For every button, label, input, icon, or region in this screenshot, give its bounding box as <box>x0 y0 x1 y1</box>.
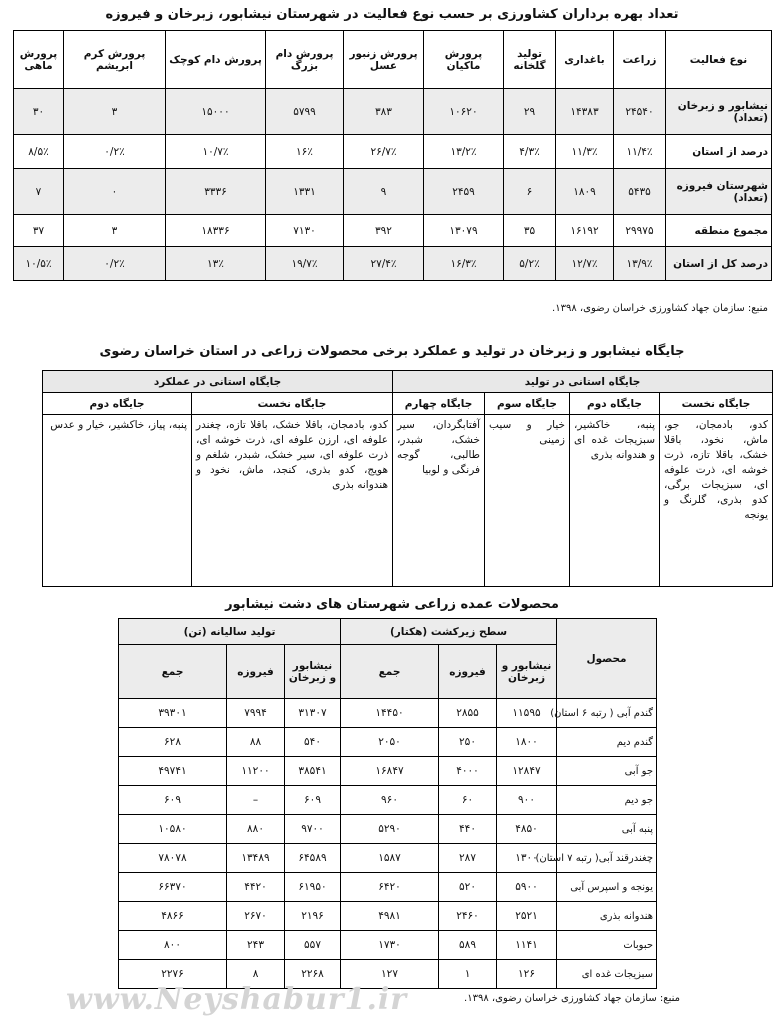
crop-name: چغندرقند آبی( رتبه ۷ استان) <box>557 844 657 873</box>
area-value: ۱۲۸۴۷ <box>497 757 557 786</box>
activity-col-header: پرورش دام بزرگ <box>266 31 344 89</box>
table1-cell: ۲۴۵۹ <box>424 169 504 215</box>
table1-cell: ۱۰۶۲۰ <box>424 89 504 135</box>
area-value: ۲۸۷ <box>439 844 497 873</box>
table1-cell: ۳۷ <box>14 215 64 247</box>
yield-rank-cell: کدو، بادمجان، باقلا خشک، باقلا تازه، چغندر علوفه ای، ارزن علوفه ای، ذرت خوشه ای، ذرت علوفه ای، سیر خشک، شبدر، شلغم و هویج، کدو بذری، کنجد، ماش، نخود و هندوانه بذری <box>192 415 393 587</box>
product-header: محصول <box>557 619 657 699</box>
table1-row <box>14 135 772 169</box>
table1-cell: ۱۸۰۹ <box>556 169 614 215</box>
production-value: ۳۸۵۴۱ <box>285 757 341 786</box>
table1-cell: ۳۳۳۶ <box>166 169 266 215</box>
crop-row <box>119 757 657 786</box>
table1-cell: ۰/۲٪ <box>64 247 166 281</box>
crop-name: حبوبات <box>557 931 657 960</box>
area-value: ۵۲۰ <box>439 873 497 902</box>
production-rank-header: جایگاه نخست <box>660 393 773 415</box>
table1-cell: ۱۲/۷٪ <box>556 247 614 281</box>
table1-cell: ۵۴۳۵ <box>614 169 666 215</box>
crop-row <box>119 844 657 873</box>
table1-cell: ۱۳/۲٪ <box>424 135 504 169</box>
crop-name: جو دیم <box>557 786 657 815</box>
crop-name: سبزیجات غده ای <box>557 960 657 989</box>
crop-row <box>119 873 657 902</box>
area-value: ۹۶۰ <box>341 786 439 815</box>
area-value: ۵۸۹ <box>439 931 497 960</box>
production-value: ۱۰۵۸۰ <box>119 815 227 844</box>
production-value: ۲۲۷۶ <box>119 960 227 989</box>
activity-col-header: پرورش زنبور عسل <box>344 31 424 89</box>
table1-cell: ۴/۳٪ <box>504 135 556 169</box>
activity-col-header: زراعت <box>614 31 666 89</box>
table1-row <box>14 89 772 135</box>
table1-cell: ۱۵۰۰۰ <box>166 89 266 135</box>
table1-cell: ۳۸۳ <box>344 89 424 135</box>
crop-row <box>119 931 657 960</box>
production-value: ۸۰۰ <box>119 931 227 960</box>
crop-name: یونجه و اسپرس آبی <box>557 873 657 902</box>
table1-title: تعداد بهره برداران کشاورزی بر حسب نوع فعالیت در شهرستان نیشابور، زبرخان و فیروزه <box>105 7 679 22</box>
production-subheader: فیروزه <box>227 645 285 699</box>
table1-cell: ۱۸۳۳۶ <box>166 215 266 247</box>
table1-cell: ۱۹/۷٪ <box>266 247 344 281</box>
production-value: ۲۲۶۸ <box>285 960 341 989</box>
ranking-table <box>42 370 773 587</box>
table1-cell: ۷۱۳۰ <box>266 215 344 247</box>
table1-row <box>14 247 772 281</box>
production-rank-header: جایگاه دوم <box>570 393 660 415</box>
table1-cell: ۳۵ <box>504 215 556 247</box>
production-value: ۵۵۷ <box>285 931 341 960</box>
table1-row <box>14 215 772 247</box>
area-value: ۵۲۹۰ <box>341 815 439 844</box>
website-watermark: www.Neyshabur1.ir <box>66 982 408 1017</box>
production-value: ۵۴۰ <box>285 728 341 757</box>
activity-col-header: باغداری <box>556 31 614 89</box>
table1-cell: ۱۳۰۷۹ <box>424 215 504 247</box>
production-value: ۶۰۹ <box>285 786 341 815</box>
table1-cell: ۲۶/۷٪ <box>344 135 424 169</box>
activity-col-header: پرورش کرم ابریشم <box>64 31 166 89</box>
crops-table <box>118 618 657 989</box>
table1-cell: ۹ <box>344 169 424 215</box>
production-value: ۲۱۹۶ <box>285 902 341 931</box>
activity-col-header: تولید گلخانه <box>504 31 556 89</box>
production-group-header: تولید سالیانه (تن) <box>119 619 341 645</box>
row-label: درصد کل از استان <box>666 247 772 281</box>
area-value: ۴۹۸۱ <box>341 902 439 931</box>
area-value: ۱۳۰۰ <box>497 844 557 873</box>
crop-name: جو آبی <box>557 757 657 786</box>
production-rank-header: جایگاه سوم <box>485 393 570 415</box>
table1-cell: ۸/۵٪ <box>14 135 64 169</box>
table1-cell: ۱۴۳۸۳ <box>556 89 614 135</box>
area-value: ۴۰۰۰ <box>439 757 497 786</box>
table2-title: جایگاه نیشابور و زبرخان در تولید و عملکرد برخی محصولات زراعی در استان خراسان رضوی <box>99 344 685 359</box>
area-value: ۱۱۴۱ <box>497 931 557 960</box>
production-value: ۹۷۰۰ <box>285 815 341 844</box>
table1-cell: ۲۴۵۴۰ <box>614 89 666 135</box>
production-value: – <box>227 786 285 815</box>
production-rank-cell: پنبه، خاکشیر، سبزیجات غده ای و هندوانه بذری <box>570 415 660 587</box>
table1-cell: ۳ <box>64 215 166 247</box>
crop-row <box>119 786 657 815</box>
area-subheader: فیروزه <box>439 645 497 699</box>
area-value: ۶۴۲۰ <box>341 873 439 902</box>
production-value: ۸ <box>227 960 285 989</box>
production-value: ۶۱۹۵۰ <box>285 873 341 902</box>
table1-cell: ۳۰ <box>14 89 64 135</box>
table1-cell: ۱۶۱۹۲ <box>556 215 614 247</box>
area-value: ۴۸۵۰ <box>497 815 557 844</box>
area-value: ۴۴۰ <box>439 815 497 844</box>
production-value: ۶۲۸ <box>119 728 227 757</box>
crop-row <box>119 699 657 728</box>
table1-cell: ۱۶٪ <box>266 135 344 169</box>
production-value: ۳۹۳۰۱ <box>119 699 227 728</box>
area-value: ۹۰۰ <box>497 786 557 815</box>
table1-cell: ۱۰/۷٪ <box>166 135 266 169</box>
production-value: ۳۱۳۰۷ <box>285 699 341 728</box>
area-value: ۱ <box>439 960 497 989</box>
area-value: ۵۹۰۰ <box>497 873 557 902</box>
area-group-header: سطح زیرکشت (هکتار) <box>341 619 557 645</box>
production-value: ۴۸۶۶ <box>119 902 227 931</box>
activity-table <box>13 30 772 281</box>
row-label: شهرستان فیروزه (تعداد) <box>666 169 772 215</box>
area-value: ۲۸۵۵ <box>439 699 497 728</box>
area-value: ۱۵۸۷ <box>341 844 439 873</box>
crop-name: گندم دیم <box>557 728 657 757</box>
production-value: ۴۴۲۰ <box>227 873 285 902</box>
table3-title: محصولات عمده زراعی شهرستان های دشت نیشابور <box>225 597 559 612</box>
production-value: ۲۴۳ <box>227 931 285 960</box>
area-value: ۱۴۴۵۰ <box>341 699 439 728</box>
crop-row <box>119 902 657 931</box>
crop-row <box>119 728 657 757</box>
row-label: مجموع منطقه <box>666 215 772 247</box>
table1-cell: ۱۳٪ <box>166 247 266 281</box>
production-rank-header: جایگاه چهارم <box>393 393 485 415</box>
production-subheader: جمع <box>119 645 227 699</box>
area-value: ۱۲۷ <box>341 960 439 989</box>
yield-rank-header: جایگاه دوم <box>43 393 192 415</box>
table1-header-row <box>14 31 772 89</box>
yield-rank-group: جایگاه استانی در عملکرد <box>43 371 393 393</box>
production-value: ۸۸ <box>227 728 285 757</box>
area-value: ۶۰ <box>439 786 497 815</box>
yield-rank-cell: پنبه، پیاز، خاکشیر، خیار و عدس <box>43 415 192 587</box>
table1-cell: ۱۰/۵٪ <box>14 247 64 281</box>
yield-rank-header: جایگاه نخست <box>192 393 393 415</box>
production-rank-cell: آفتابگردان، سیر خشک، شبدر، طالبی، گوجه فرنگی و لوبیا <box>393 415 485 587</box>
crop-row <box>119 815 657 844</box>
area-value: ۲۰۵۰ <box>341 728 439 757</box>
row-label: درصد از استان <box>666 135 772 169</box>
table1-cell: ۵۷۹۹ <box>266 89 344 135</box>
table3-source: منبع: سازمان جهاد کشاورزی خراسان رضوی، ۱۳۹۸. <box>464 993 680 1004</box>
area-value: ۱۲۶ <box>497 960 557 989</box>
crop-name: گندم آبی ( رتبه ۶ استان) <box>557 699 657 728</box>
activity-col-header: پرورش ماکیان <box>424 31 504 89</box>
table1-cell: ۱۳۳۱ <box>266 169 344 215</box>
table1-row <box>14 169 772 215</box>
row-label: نیشابور و زبرخان (تعداد) <box>666 89 772 135</box>
table1-cell: ۲۹ <box>504 89 556 135</box>
crop-name: پنبه آبی <box>557 815 657 844</box>
area-value: ۱۱۵۹۵ <box>497 699 557 728</box>
production-value: ۶۰۹ <box>119 786 227 815</box>
production-value: ۸۸۰ <box>227 815 285 844</box>
area-value: ۱۷۳۰ <box>341 931 439 960</box>
area-value: ۱۸۰۰ <box>497 728 557 757</box>
crop-name: هندوانه بذری <box>557 902 657 931</box>
table1-cell: ۰ <box>64 169 166 215</box>
table1-cell: ۵/۲٪ <box>504 247 556 281</box>
table1-cell: ۱۱/۴٪ <box>614 135 666 169</box>
production-value: ۴۹۷۴۱ <box>119 757 227 786</box>
area-value: ۲۴۶۰ <box>439 902 497 931</box>
production-value: ۷۸۰۷۸ <box>119 844 227 873</box>
table1-cell: ۱۶/۳٪ <box>424 247 504 281</box>
table1-source: منبع: سازمان جهاد کشاورزی خراسان رضوی، ۱۳۹۸. <box>552 303 768 314</box>
activity-col-header: پرورش ماهی <box>14 31 64 89</box>
area-value: ۱۶۸۴۷ <box>341 757 439 786</box>
production-value: ۲۶۷۰ <box>227 902 285 931</box>
table1-cell: ۳ <box>64 89 166 135</box>
production-rank-cell: خیار و سیب زمینی <box>485 415 570 587</box>
production-rank-cell: کدو، بادمجان، جو، ماش، نخود، باقلا خشک، باقلا تازه، ذرت خوشه ای، ذرت علوفه ای، سبزیجات برگی، کدو بذری، گلرنگ و یونجه <box>660 415 773 587</box>
table1-cell: ۶ <box>504 169 556 215</box>
table1-cell: ۰/۲٪ <box>64 135 166 169</box>
area-subheader: جمع <box>341 645 439 699</box>
area-value: ۲۵۰ <box>439 728 497 757</box>
table1-cell: ۱۱/۳٪ <box>556 135 614 169</box>
table1-cell: ۲۷/۴٪ <box>344 247 424 281</box>
production-value: ۱۱۲۰۰ <box>227 757 285 786</box>
area-value: ۲۵۲۱ <box>497 902 557 931</box>
table1-cell: ۱۳/۹٪ <box>614 247 666 281</box>
production-rank-group: جایگاه استانی در تولید <box>393 371 773 393</box>
table1-cell: ۷ <box>14 169 64 215</box>
activity-type-header: نوع فعالیت <box>666 31 772 89</box>
table1-cell: ۲۹۹۷۵ <box>614 215 666 247</box>
area-subheader: نیشابور و زبرخان <box>497 645 557 699</box>
production-value: ۷۹۹۴ <box>227 699 285 728</box>
production-value: ۶۴۵۸۹ <box>285 844 341 873</box>
activity-col-header: پرورش دام کوچک <box>166 31 266 89</box>
table1-cell: ۳۹۲ <box>344 215 424 247</box>
production-value: ۶۶۳۷۰ <box>119 873 227 902</box>
production-subheader: نیشابور و زبرخان <box>285 645 341 699</box>
production-value: ۱۳۴۸۹ <box>227 844 285 873</box>
